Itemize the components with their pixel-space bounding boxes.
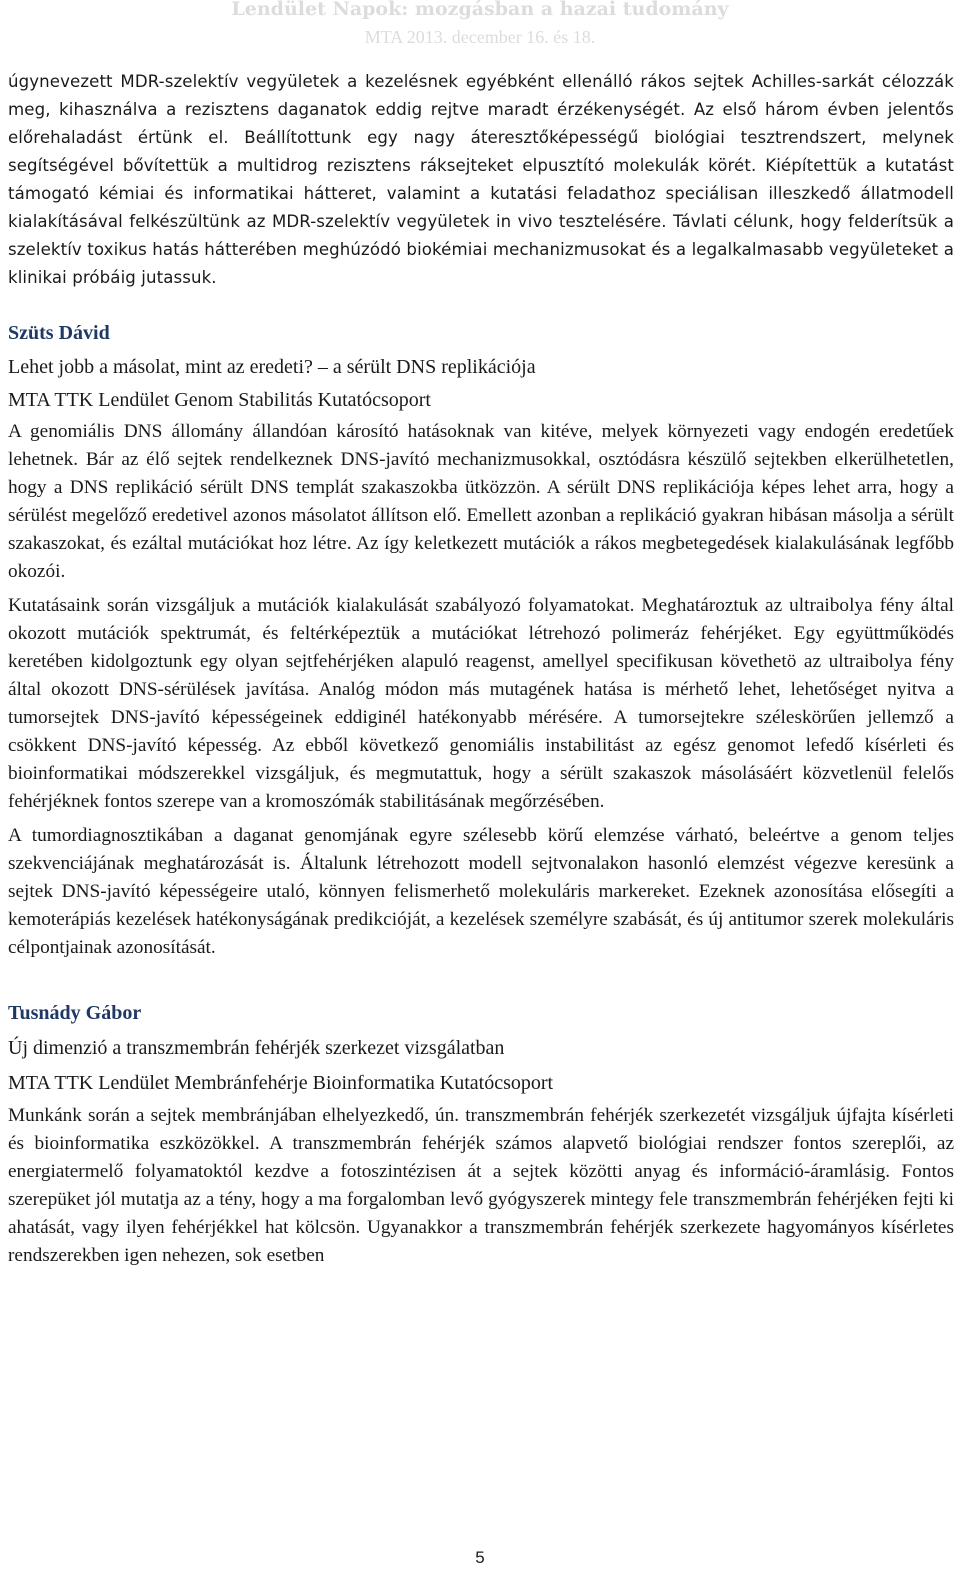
section1-paragraph-2: Kutatásaink során vizsgáljuk a mutációk kialakulását szabályozó folyamatokat. Meghatároztuk az ultraibolya fény által okozott mutációk spektrumát, és feltérképeztük a mutációkat létrehozó polimeráz fehérjéket. Egy együttműködés keretében kidolgoztunk egy olyan sejtfehérjéken alapuló reagenst, amellyel specifikusan követhetö az ultraibolya fény által okozott DNS-sérülések javítása. Analóg módon más mutagének hatása is mérhető lehet, lehetőséget nyitva a tumorsejtek DNS-javító képességeinek eddiginél hatékonyabb mérésére. A tumorsejtekre széleskörűen jellemző a csökkent DNS-javító képesség. Az ebből következő genomiális instabilitást az egész genomot lefedő kísérleti és bioinformatikai módszerekkel vizsgáljuk, és megmutattuk, hogy a sérült szakaszok másolásáért közvetlenül felelős fehérjéknek fontos szerepe van a kromoszómák stabilitásának megőrzésében. [8, 595, 954, 812]
section2-paragraph-1: Munkánk során a sejtek membránjában elhelyezkedő, ún. transzmembrán fehérjék szerkezetét vizsgáljuk újfajta kísérleti és bioinformatika eszközökkel. A transzmembrán fehérjék számos alapvető biológiai rendszer fontos szereplői, az energiatermelő folyamatoktól kezdve a fotoszintézisen át a sejtek közötti anyag és információ-áramlásig. Fontos szerepüket jól mutatja az a tény, hogy a ma forgalomban levő gyógyszerek mintegy fele transzmembrán fehérjéken fejti ki ahatását, vagy ilyen fehérjékkel hat kölcsön. Ugyanakkor a transzmembrán fehérjék szerkezete hagyományos kísérletes rendszerekben igen nehezen, sok esetben [8, 1105, 954, 1266]
intro-text-part1: úgynevezett MDR-szelektív vegyületek a kezelésnek egyébként ellenálló rákos sejtek Achilles-sarkát célozzák meg, kihasználva a rezisztens daganatok eddig rejtve maradt érzékenységét. Az első három évben jelentős előrehaladást értünk el. [8, 72, 954, 147]
page-number: 5 [475, 1548, 485, 1567]
section1-author: Szüts Dávid [8, 322, 110, 344]
intro-paragraph [8, 68, 954, 292]
section2-title: Új dimenzió a transzmembrán fehérjék szerkezet vizsgálatban [8, 1037, 505, 1059]
page-content [8, 68, 954, 1270]
section1-group: MTA TTK Lendület Genom Stabilitás Kutatócsoport [8, 389, 431, 411]
section2-group: MTA TTK Lendület Membránfehérje Bioinformatika Kutatócsoport [8, 1072, 554, 1094]
running-header-subtitle: MTA 2013. december 16. és 18. [364, 27, 596, 47]
section1-paragraph-3: A tumordiagnosztikában a daganat genomjának egyre szélesebb körű elemzése várható, beleértve a genom teljes szekvenciájának meghatározását is. Általunk létrehozott modell sejtvonalakon hasonló elemzést végezve keresünk a sejtek DNS-javító képességeire utaló, könnyen felismerhető molekuláris markereket. Ezeknek azonosítása elősegíti a kemoterápiás kezelések hatékonyságának predikcióját, a kezelések személyre szabását, és új antitumor szerek molekuláris célpontjainak azonosítását. [8, 825, 954, 958]
section1-paragraph-1: A genomiális DNS állomány állandóan károsító hatásoknak van kitéve, melyek környezeti vagy endogén eredetűek lehetnek. Bár az élő sejtek rendelkeznek DNS-javító mechanizmusokkal, osztódásra készülő sejtekben elkerülhetetlen, hogy a DNS replikáció sérült DNS templát szakaszokba ütközzön. A sérült DNS replikációja képes lehet arra, hogy a sérülést megelőző eredetivel azonos másolatot állítson elő. Emellett azonban a replikáció gyakran hibásan másolja a sérült szakaszokat, és ezáltal mutációkat hoz létre. Az így keletkezett mutációk a rákos megbetegedések kialakulásának legfőbb okozói. [8, 421, 954, 582]
section1-title: Lehet jobb a másolat, mint az eredeti? – a sérült DNS replikációja [8, 356, 536, 378]
section2-author: Tusnády Gábor [8, 1002, 142, 1024]
running-header-title: Lendület Napok: mozgásban a hazai tudomány [231, 0, 729, 20]
intro-text-part2: Beállítottunk egy nagy áteresztőképességű biológiai tesztrendszert, melynek segítségével bővítettük a multidrog rezisztens ráksejteket elpusztító molekulák körét. Kiépítettük a kutatást támogató kémiai és informatikai hátteret, valamint a kutatási feladathoz speciálisan illeszkedő állatmodell kialakításával felkészültünk az MDR-szelektív vegyületek in vivo tesztelésére. Távlati célunk, hogy felderítsük a szelektív toxikus hatás hátterében meghúzódó biokémiai mechanizmusokat és a legalkalmasabb vegyületeket a klinikai próbáig jutassuk. [8, 128, 954, 287]
